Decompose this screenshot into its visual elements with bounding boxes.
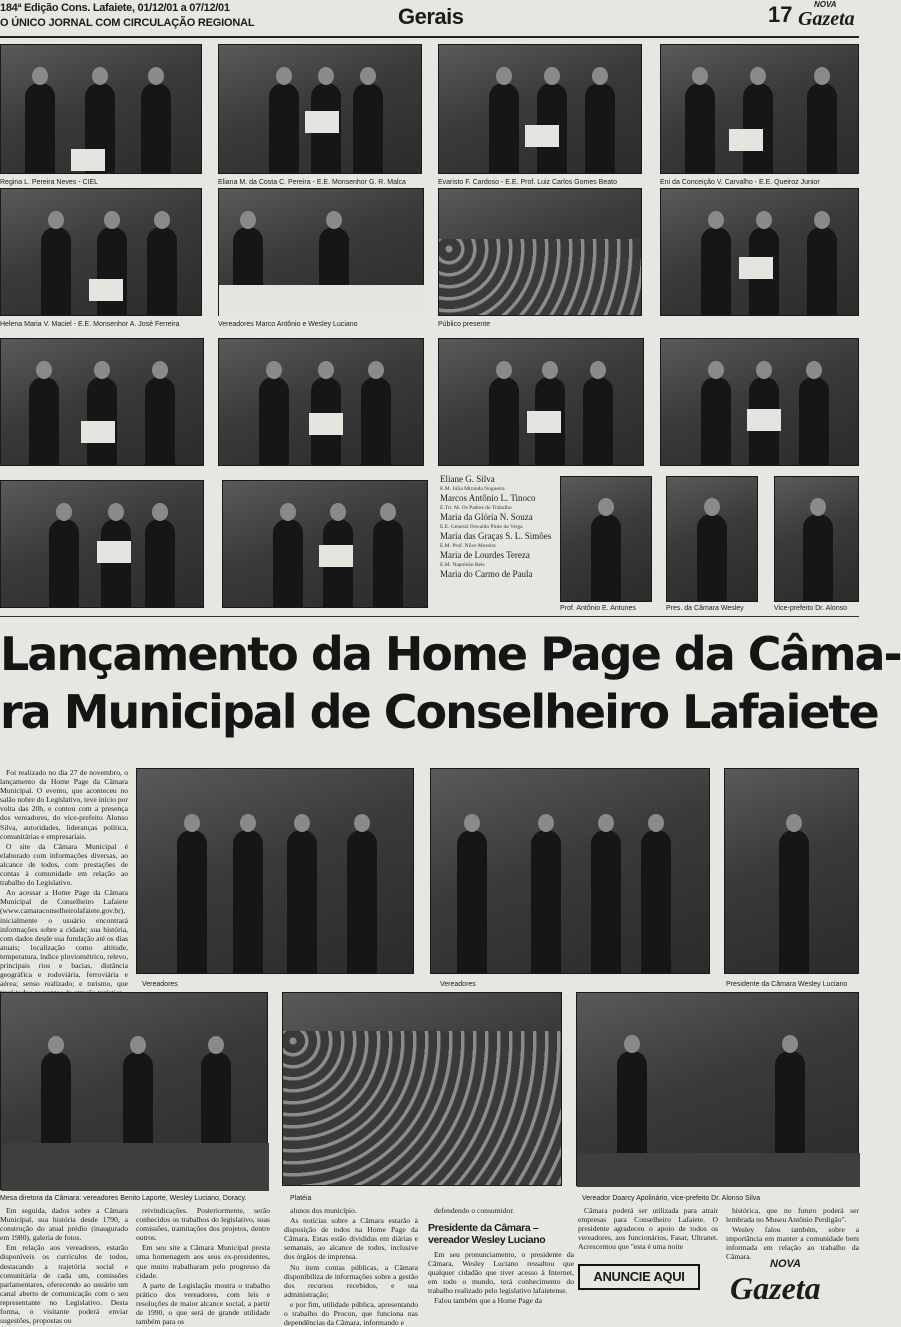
- page-header: [0, 0, 859, 38]
- honoree-school: E.E. General Oswaldo Pinto da Veiga: [440, 524, 523, 530]
- paragraph: Em relação aos vereadores, estarão disponíveis os currículos de todos, destacando a trajetória social e comunitária de cada um, comissões parlamentares, oferecendo ao usuário um canal aberto de comunicação com o seu representante no Legislativo. Desta forma, o visitante poderá enviar sugestões, propostas ou: [0, 1243, 128, 1326]
- photo-row3-c: [438, 338, 644, 466]
- article-column-3: [136, 1206, 270, 1327]
- article-column-2: [0, 1206, 128, 1326]
- photo-helena: [0, 188, 202, 316]
- honoree-school: E.M. Napoleão Reis: [440, 562, 485, 568]
- photo-antunes: [560, 476, 652, 602]
- photo-row4-a: [0, 480, 204, 608]
- article-column-5: [428, 1206, 574, 1220]
- paragraph: A parte de Legislação mostra o trabalho prático dos vereadores, com leis e resoluções de maior alcance social, a partir de 1990, o que será de grande utilidade também para os: [136, 1280, 270, 1327]
- caption: Platéia: [290, 1195, 312, 1202]
- honoree-list: [440, 474, 558, 580]
- honoree-name: Maria da Glória N. Souza: [440, 512, 533, 522]
- caption: Regina L. Pereira Neves - CIEL: [0, 179, 99, 186]
- honoree-name: Maria das Graças S. L. Simões: [440, 531, 552, 541]
- page-number: 17: [768, 2, 793, 27]
- logo-small: NOVA: [814, 0, 837, 9]
- logo-small: NOVA: [770, 1258, 801, 1270]
- paragraph: e por fim, utilidade pública, apresentando o trabalho do Procon, que funciona nas dependências da Câmara, informando e: [284, 1299, 418, 1327]
- caption: Vereadores: [440, 981, 476, 988]
- photo-row3-b: [218, 338, 424, 466]
- photo-alonso: [774, 476, 859, 602]
- paragraph: Em seu pronunciamento, o presidente da Câmara, Wesley Luciano ressaltou que qualquer cidadão que tiver acesso à Internet, em todo o mundo, terá conhecimento do trabalho realizado pelo legislativo lafaietense.: [428, 1250, 574, 1296]
- caption: Vereadores: [142, 981, 178, 988]
- caption: Público presente: [438, 321, 491, 328]
- paragraph: As notícias sobre a Câmara estarão à disposição de todos na Home Page da Câmara. Estas estão divididas em diárias e semanais, ao alcance de todos, inclusive dos órgãos de imprensa.: [284, 1216, 418, 1262]
- caption: Eni da Conceição V. Carvalho - E.E. Queiroz Junior: [660, 179, 820, 186]
- paragraph: Wesley falou também, sobre a importância em manter a comunidade bem informada em relação ao trabalho da Câmara.: [726, 1225, 859, 1262]
- divider: [0, 616, 859, 617]
- photo-regina: [0, 44, 202, 174]
- paragraph: Falou também que a Home Page da: [434, 1296, 542, 1306]
- caption: Helena Maria V. Maciel - E.E. Monsenhor A. José Ferreira: [0, 321, 180, 328]
- paragraph: alunos dos município.: [290, 1206, 357, 1215]
- paragraph: No item contas públicas, a Câmara disponibiliza de informações sobre a gestão dos recursos recebidos, e sua administração;: [284, 1262, 418, 1299]
- article-column-4: [284, 1206, 418, 1327]
- logo-big: Gazeta: [798, 8, 855, 30]
- article-column-1: [0, 768, 129, 989]
- header-logo: [790, 0, 856, 32]
- caption: Presidente da Câmara Wesley Luciano: [726, 981, 848, 988]
- photo-row2-right: [660, 188, 859, 316]
- honoree-school: E.M. Júlia Miranda Nogueira: [440, 486, 505, 492]
- honoree-name: Marcos Antônio L. Tinoco: [440, 493, 536, 503]
- caption: Vereadores Marco Antônio e Wesley Luciano: [218, 321, 358, 328]
- article-subhead: Presidente da Câmara – vereador Wesley Luciano: [428, 1222, 546, 1246]
- honoree-school: E.M. Prof. Nilce Moreira: [440, 543, 496, 549]
- paragraph: histórica, que no futuro poderá ser lembrada no Museu Antônio Perdigão".: [726, 1206, 859, 1225]
- caption: Evaristo F. Cardoso - E.E. Prof. Luiz Carlos Gomes Beato: [438, 179, 617, 186]
- logo-big: Gazeta: [730, 1270, 821, 1306]
- photo-mesa-diretora: [0, 992, 268, 1190]
- honoree-name: Maria de Lourdes Tereza: [440, 550, 530, 560]
- caption: Mesa diretora da Câmara: vereadores Benito Laporte, Wesley Luciano, Doracy.: [0, 1195, 247, 1202]
- photo-vereadores-1: [136, 768, 414, 974]
- paragraph: Em seu site a Câmara Municipal presta uma homenagem aos seus ex-presidentes, que muito trabalharam pelo progresso da cidade.: [136, 1243, 270, 1280]
- paragraph: Em seguida, dados sobre a Câmara Municipal, sua história desde 1790, a construção do atual prédio (inaugurado em 1980), galeria de fotos.: [0, 1206, 128, 1243]
- honoree-name: Eliane G. Silva: [440, 474, 495, 484]
- caption: Prof. Antônio E. Antunes: [560, 605, 636, 612]
- photo-row4-b: [222, 480, 428, 608]
- headline-line-1: Lançamento da Home Page da Câma-: [0, 627, 901, 681]
- photo-plateia: [282, 992, 562, 1186]
- tagline: O ÚNICO JORNAL COM CIRCULAÇÃO REGIONAL: [0, 17, 255, 29]
- paragraph: Câmara poderá ser utilizada para atrair empresas para Conselheiro Lafaiete. O presidente agradeceu o apoio de todos os vereadores, aos funcionários, Fasar, Ultranet. Acrescentou que "esta é uma noite: [578, 1206, 718, 1252]
- caption: Eliana M. da Costa C. Pereira - E.E. Monsenhor G. R. Malca: [218, 179, 406, 186]
- photo-presidente-camara: [724, 768, 859, 974]
- paragraph: defendendo o consumidor.: [434, 1206, 515, 1215]
- caption: Vereador Doarcy Apolinário, vice-prefeito Dr. Alonso Silva: [582, 1195, 761, 1202]
- advertise-box: ANUNCIE AQUI: [578, 1264, 700, 1290]
- article-column-5b: [428, 1250, 574, 1313]
- photo-eni: [660, 44, 859, 174]
- article-column-7: [726, 1206, 859, 1262]
- headline-line-2: ra Municipal de Conselheiro Lafaiete: [0, 685, 878, 739]
- paragraph: Ao acessar a Home Page da Câmara Municipal de Conselheiro Lafaiete (www.camaraconselheirolafaiete.gov.br), inicialmente o usuário encontrará informações sobre a cidade; sua história, com dados desde sua fundação até os dias atuais; localização como altitude, temperatura, índice pluviométrico, relevo, principais rios e bacias, distância geográfica e rodoviária, ferroviária e aérea; senso realizado; e turismo, que: [0, 888, 128, 989]
- photo-wesley: [666, 476, 758, 602]
- photo-row3-d: [660, 338, 859, 466]
- paragraph: reivindicações. Posteriormente, serão conhecidos os trabalhos do legislativo, suas comissões, tramitações dos projetos, dentre outros.: [136, 1206, 270, 1243]
- photo-doarcy-alonso: [576, 992, 859, 1186]
- footer-logo: [724, 1258, 858, 1310]
- photo-evaristo: [438, 44, 642, 174]
- honoree-name: Maria do Carmo de Paula: [440, 569, 533, 579]
- photo-vereadores-2: [430, 768, 710, 974]
- edition-line: 184ª Edição Cons. Lafaiete, 01/12/01 a 07/12/01: [0, 2, 230, 14]
- article-column-6: [578, 1206, 718, 1258]
- photo-row3-a: [0, 338, 204, 466]
- section-title: Gerais: [398, 4, 464, 29]
- photo-vereadores-marco-wesley: [218, 188, 424, 316]
- caption: Vice-prefeito Dr. Alonso: [774, 605, 848, 612]
- paragraph: O site da Câmara Municipal é elaborado com informações diversas, ao alcance de todos, com prestações de contas à comunidade em relação ao trabalho do Legislativo.: [0, 841, 128, 888]
- honoree-school: E.Trt. M. Os Padres do Trabalho: [440, 505, 512, 511]
- caption: Pres. da Câmara Wesley: [666, 605, 744, 612]
- photo-eliana: [218, 44, 422, 174]
- paragraph: Foi realizado no dia 27 de novembro, o lançamento da Home Page da Câmara Municipal. O evento, que aconteceu no salão nobre do Legislativo, teve início por volta das 20h, e contou com a presença dos vereadores, do vice-prefeito Alonso Silva, autoridades, lideranças política, comunitárias e empresariais.: [0, 768, 129, 841]
- photo-publico: [438, 188, 642, 316]
